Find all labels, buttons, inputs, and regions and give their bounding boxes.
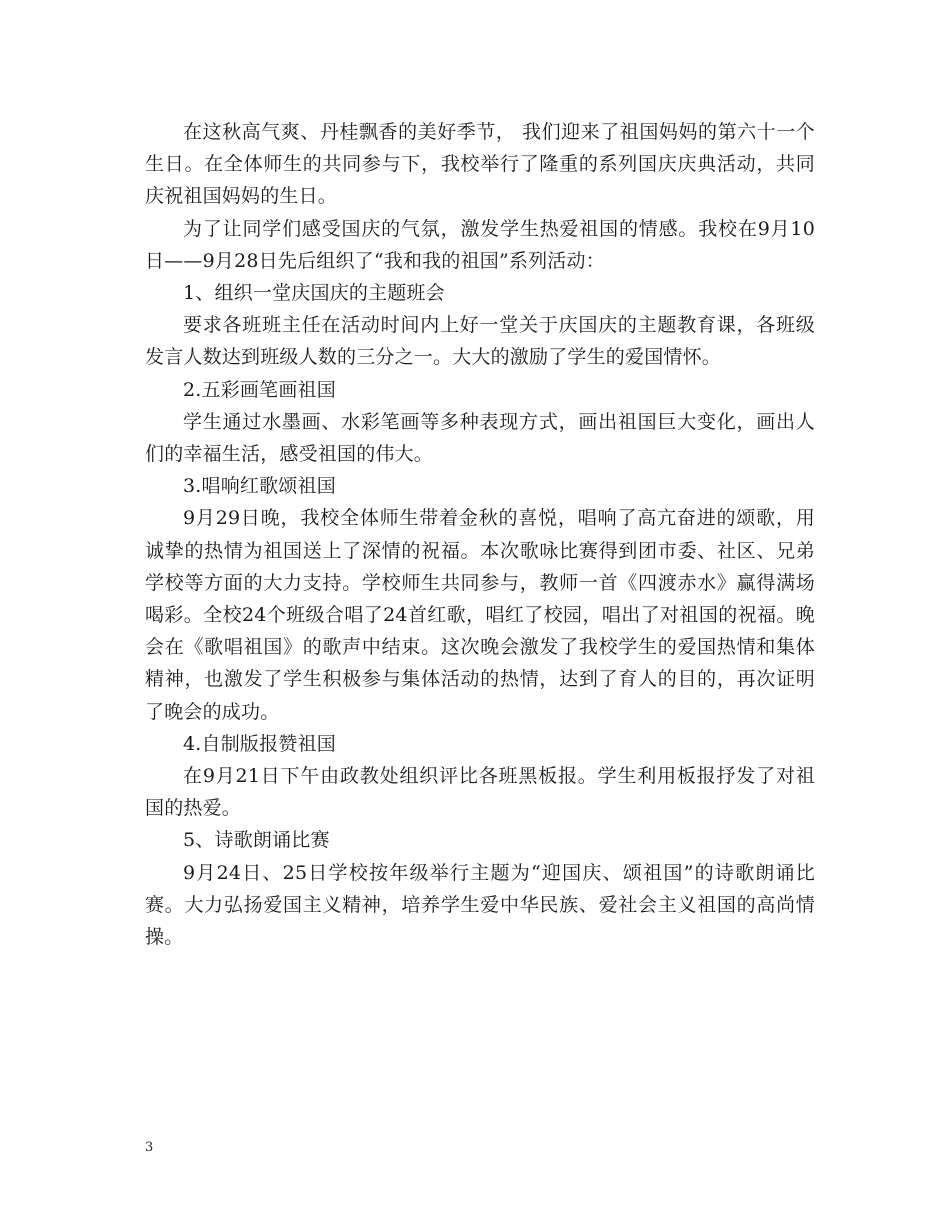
section-heading-painting: 2.五彩画笔画祖国 [183,378,336,401]
section-heading-red-songs: 3.唱响红歌颂祖国 [183,475,336,498]
activities-overview-paragraph: 为了让同学们感受国庆的气氛，激发学生热爱祖国的情感。我校在9月10日——9月28日先后组织了“我和我的祖国”系列活动： [145,217,815,272]
poetry-paragraph: 9月24日、25日学校按年级举行主题为“迎国庆、颂祖国”的诗歌朗诵比赛。大力弘扬爱国主义精神，培养学生爱中华民族、爱社会主义祖国的高尚情操。 [145,861,815,949]
section-heading-blackboard: 4.自制版报赞祖国 [183,732,336,755]
section-heading-poetry: 5、诗歌朗诵比赛 [183,829,330,852]
document-body [145,116,815,953]
page-number: 3 [145,1140,154,1155]
red-songs-paragraph: 9月29日晚，我校全体师生带着金秋的喜悦，唱响了高亢奋进的颂歌，用诚挚的热情为祖国送上了深情的祝福。本次歌咏比赛得到团市委、社区、兄弟学校等方面的大力支持。学校师生共同参与，教师一首《四渡赤水》赢得满场喝彩。全校24个班级合唱了24首红歌，唱红了校园，唱出了对祖国的祝福。晚会在《歌唱祖国》的歌声中结束。这次晚会激发了我校学生的爱国热情和集体精神，也激发了学生积极参与集体活动的热情，达到了育人的目的，再次证明了晚会的成功。 [145,507,815,723]
painting-paragraph: 学生通过水墨画、水彩笔画等多种表现方式，画出祖国巨大变化，画出人们的幸福生活，感受祖国的伟大。 [145,410,815,466]
blackboard-paragraph: 在9月21日下午由政教处组织评比各班黑板报。学生利用板报抒发了对祖国的热爱。 [145,765,815,820]
section-heading-class-meeting: 1、组织一堂庆国庆的主题班会 [183,282,445,305]
intro-paragraph: 在这秋高气爽、丹桂飘香的美好季节， 我们迎来了祖国妈妈的第六十一个生日。在全体师生的共同参与下，我校举行了隆重的系列国庆庆典活动，共同庆祝祖国妈妈的生日。 [145,121,815,208]
class-meeting-paragraph: 要求各班班主任在活动时间内上好一堂关于庆国庆的主题教育课，各班级发言人数达到班级人数的三分之一。大大的激励了学生的爱国情怀。 [145,314,815,369]
